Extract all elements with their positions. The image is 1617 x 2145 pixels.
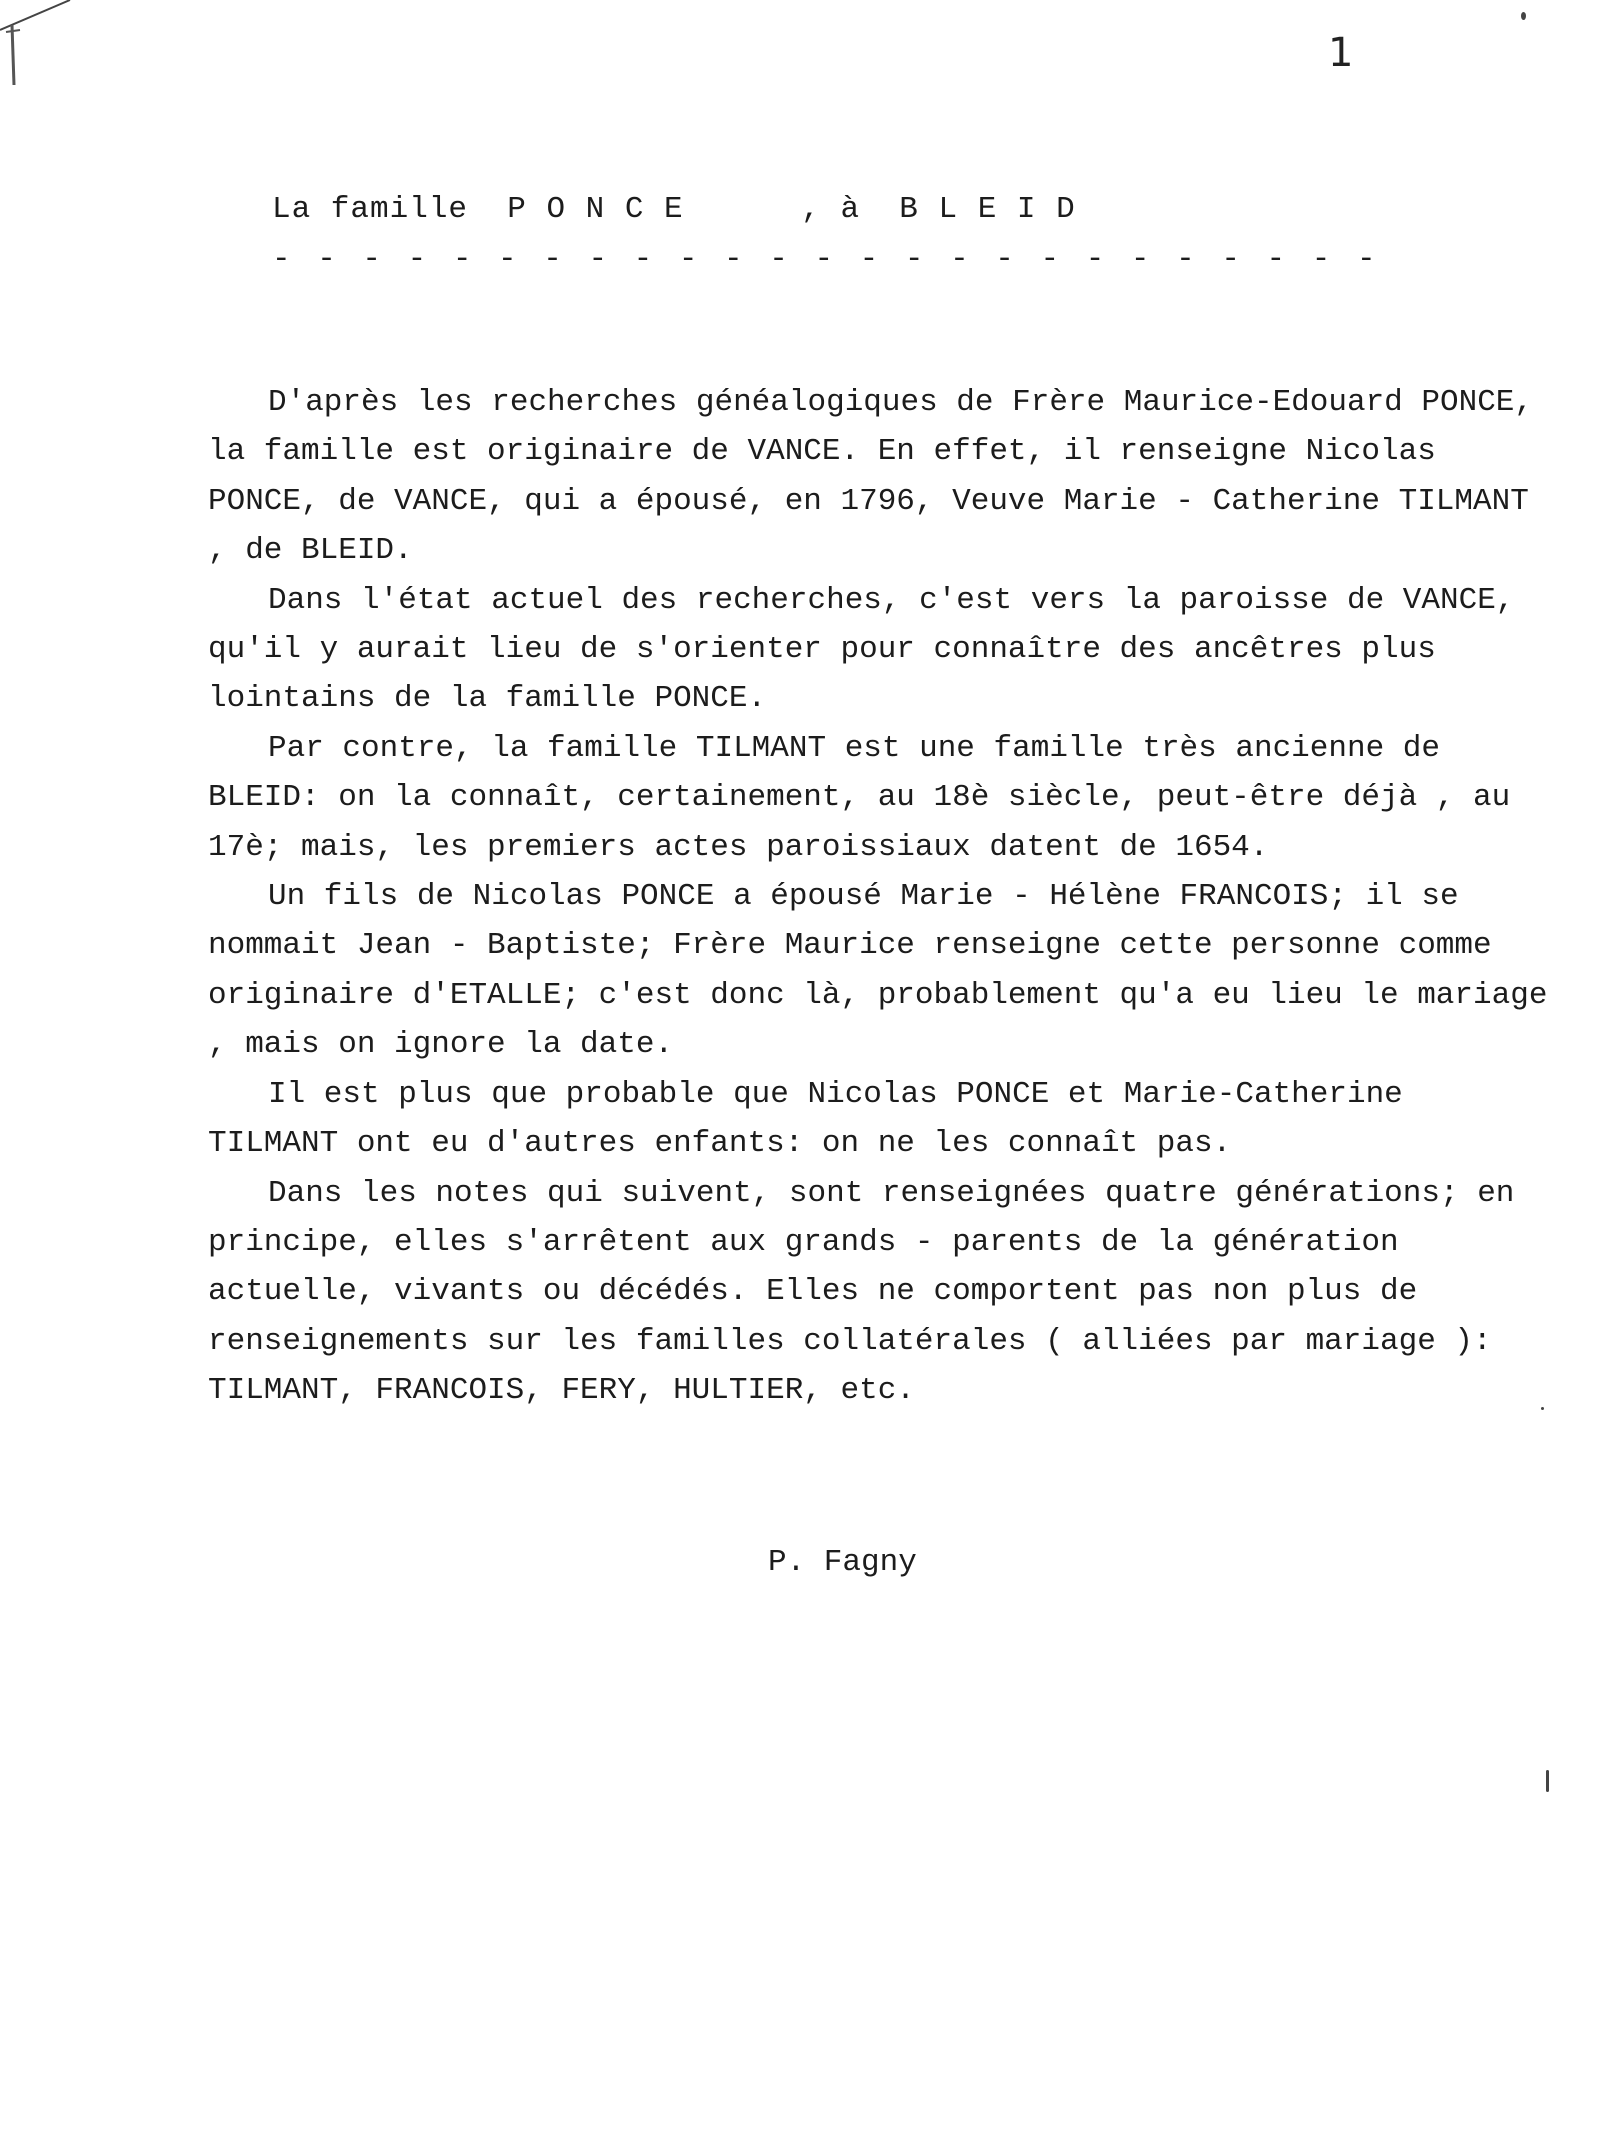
- dust-speck: [1546, 1770, 1549, 1792]
- paragraph: D'après les recherches généalogiques de Frère Maurice-Edouard PONCE, la famille est originaire de VANCE. En effet, il renseigne Nicolas PONCE, de VANCE, qui a épousé, en 1796, Veuve Marie - Catherine TILMANT , de BLEID.: [208, 385, 1534, 569]
- body-text: [208, 378, 1548, 1416]
- page-number: 1: [1328, 30, 1354, 76]
- paragraph: Il est plus que probable que Nicolas PONCE et Marie-Catherine TILMANT ont eu d'autres enfants: on ne les connaît pas.: [208, 1076, 1403, 1162]
- dust-speck: [1521, 12, 1526, 20]
- corner-pen-mark: [0, 0, 80, 100]
- paragraph: Dans l'état actuel des recherches, c'est vers la paroisse de VANCE, qu'il y aurait lieu de s'orienter pour connaître des ancêtres plus lointains de la famille PONCE.: [208, 582, 1515, 717]
- title-underline: - - - - - - - - - - - - - - - - - - - - - - - - -: [272, 242, 1380, 277]
- paragraph: Dans les notes qui suivent, sont renseignées quatre générations; en principe, elles s'arrêtent aux grands - parents de la génération actuelle, vivants ou décédés. Elles ne comportent pas non plus de renseignements sur les familles collatérales ( alliées par mariage ): TILMANT, FRANCOIS, FERY, HULTIER, etc.: [208, 1175, 1515, 1409]
- paragraph: Par contre, la famille TILMANT est une famille très ancienne de BLEID: on la connaît, certainement, au 18è siècle, peut-être déjà , au 17è; mais, les premiers actes paroissiaux datent de 1654.: [208, 730, 1511, 865]
- document-title: La famille P O N C E , à B L E I D: [272, 192, 1076, 227]
- signature: P. Fagny: [768, 1545, 917, 1580]
- paragraph: Un fils de Nicolas PONCE a épousé Marie - Hélène FRANCOIS; il se nommait Jean - Baptiste; Frère Maurice renseigne cette personne comme originaire d'ETALLE; c'est donc là, probablement qu'a eu lieu le mariage , mais on ignore la date.: [208, 879, 1548, 1063]
